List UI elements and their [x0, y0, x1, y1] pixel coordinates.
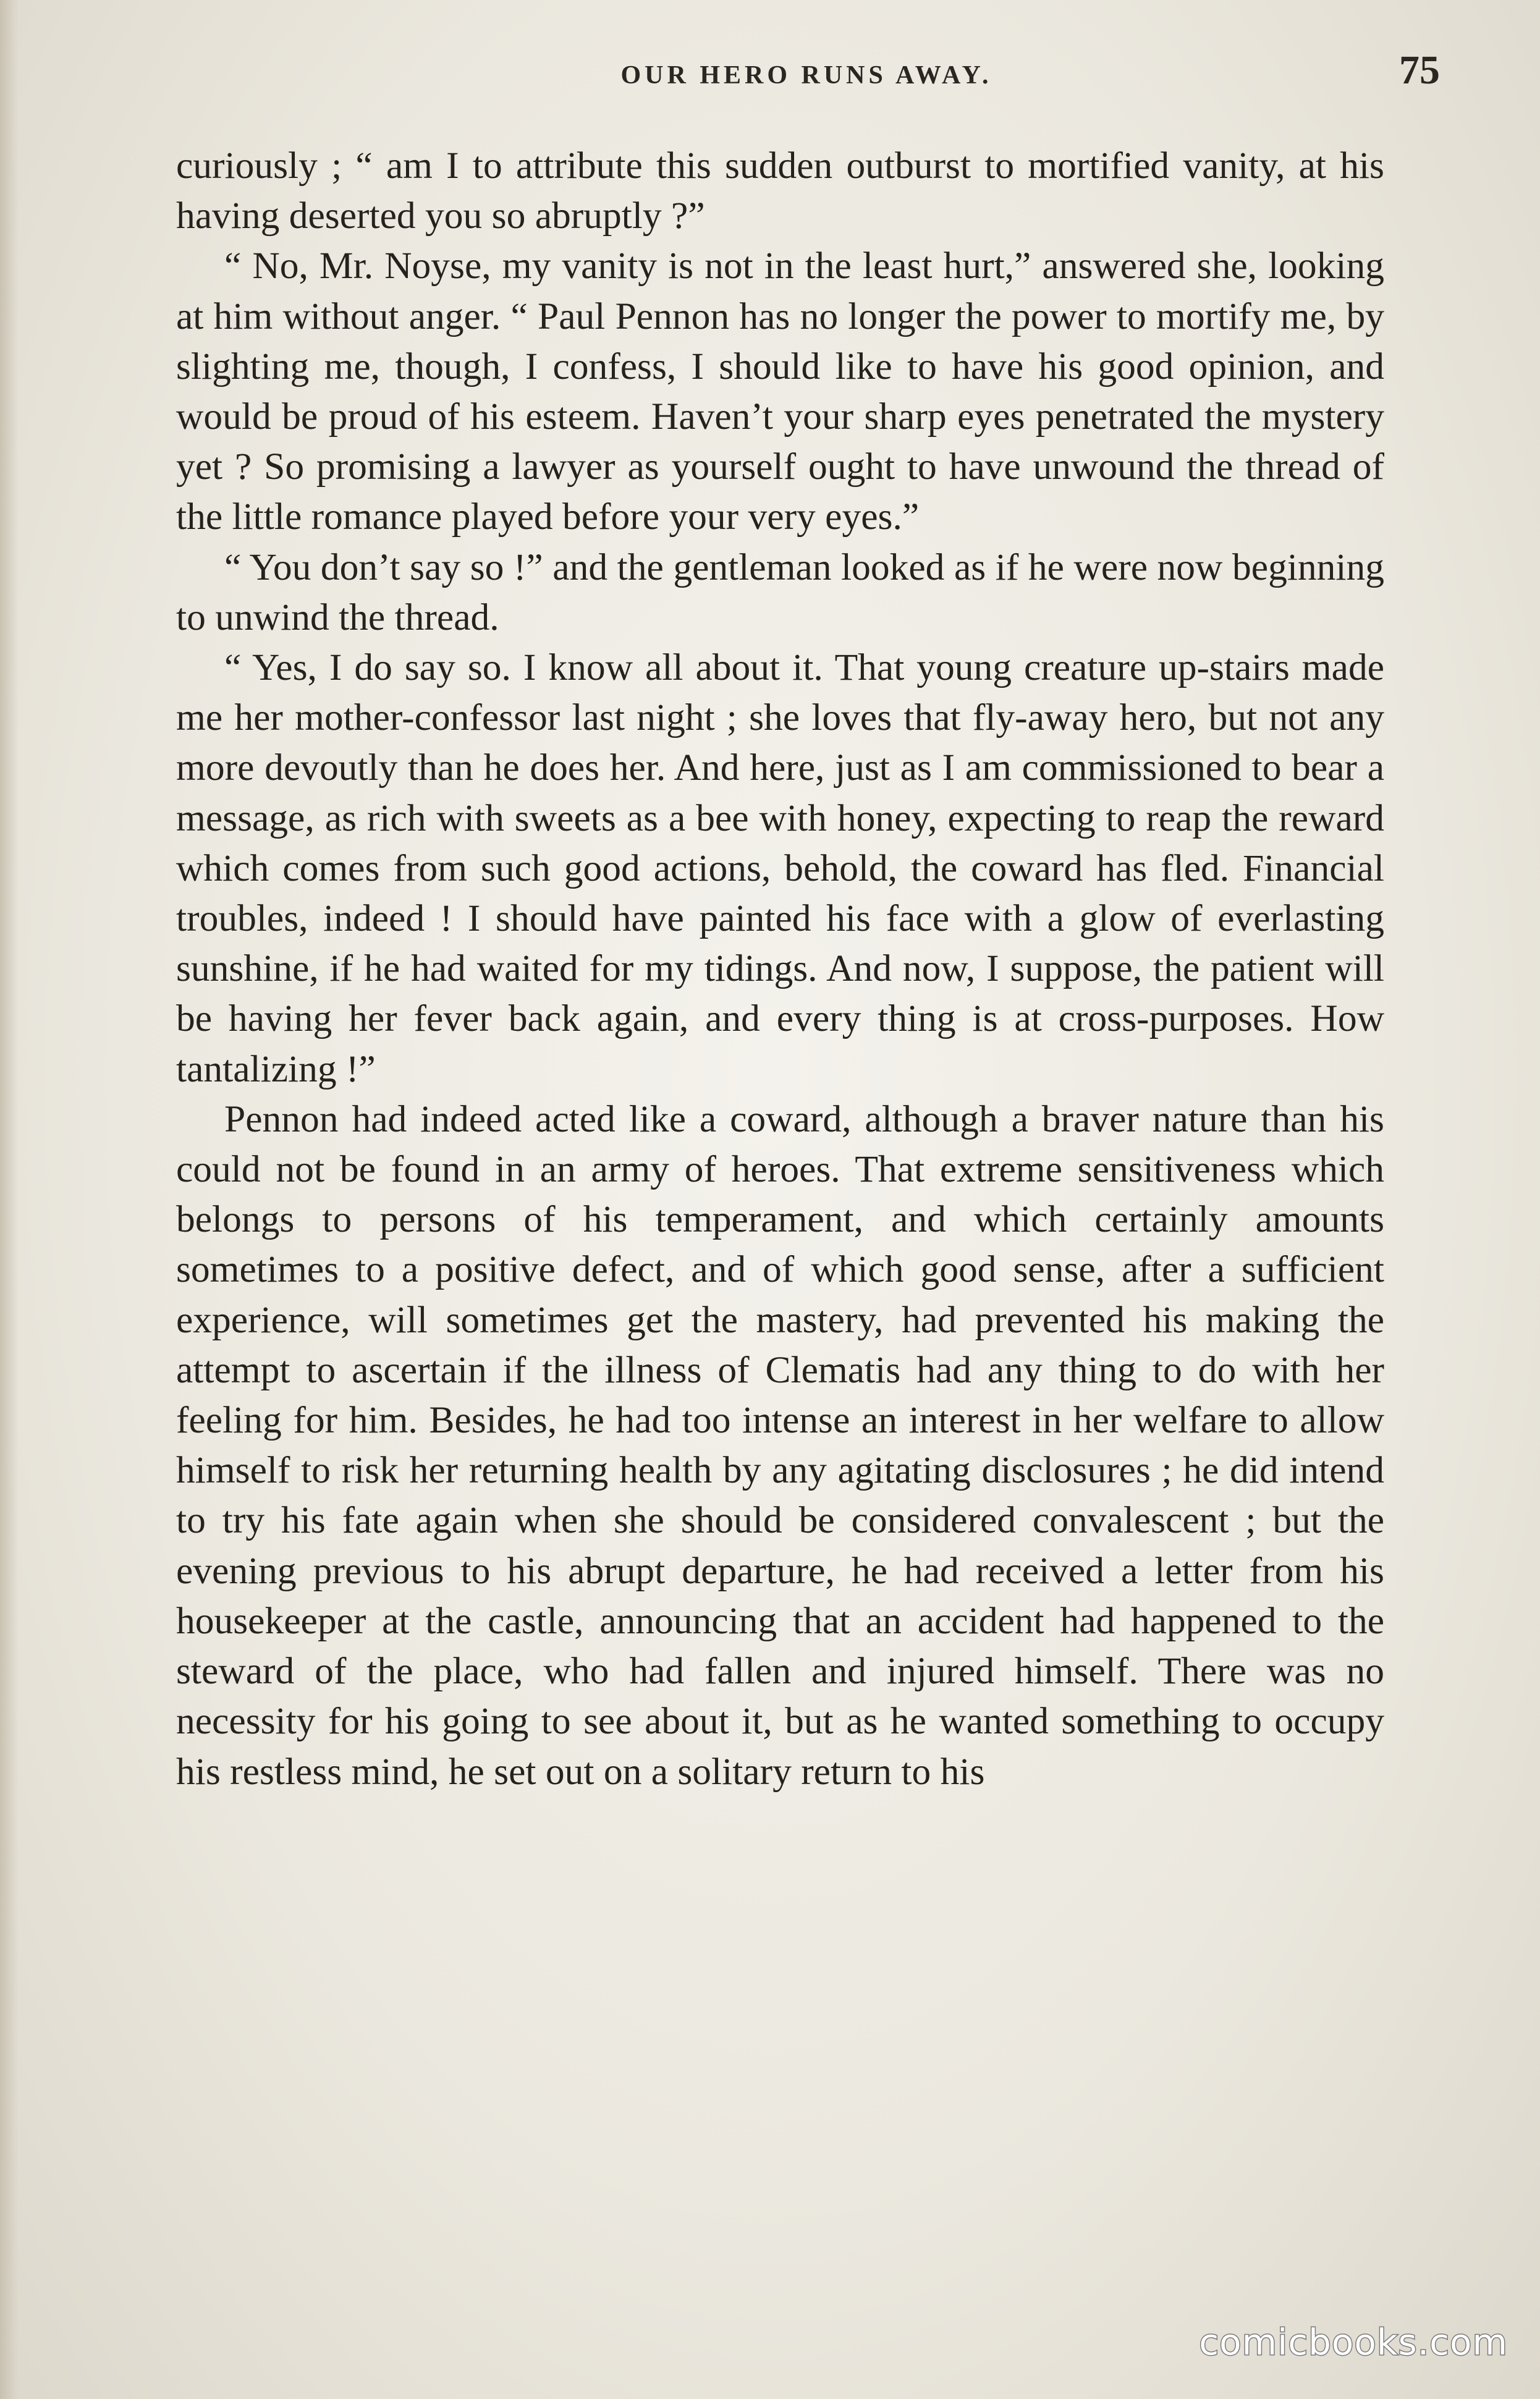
paragraph-1: curiously ; “ am I to attribute this sudden outburst to mortified vanity, at his having deserted you so abruptly ?”	[176, 145, 1384, 237]
page-number: 75	[1399, 48, 1440, 93]
paragraph-5: Pennon had indeed acted like a coward, although a braver nature than his could not be found in an army of heroes. That extreme sensitiveness which belongs to persons of his temperament, and which certainly amounts sometimes to a positive defect, and of which good sense, after a sufficient experience, will sometimes get the mastery, had prevented his making the attempt to ascertain if the illness of Clematis had any thing to do with her feeling for him. Besides, he had too intense an interest in her welfare to allow himself to risk her returning health by any agitating disclosures ; he did intend to try his fate again when she should be considered convalescent ; but the evening previous to his abrupt departure, he had received a letter from his housekeeper at the castle, announcing that an accident had happened to the steward of the place, who had fallen and injured himself. There was no necessity for his going to see about it, but as he wanted something to occupy his restless mind, he set out on a solitary return to his	[176, 1098, 1384, 1793]
paragraph-4: “ Yes, I do say so. I know all about it. That young creature up-stairs made me her mother-confessor last night ; she loves that fly-away hero, but not any more devoutly than he does her. And here, just as I am commissioned to bear a message, as rich with sweets as a bee with honey, expecting to reap the reward which comes from such good actions, behold, the coward has fled. Financial troubles, indeed ! I should have painted his face with a glow of everlasting sunshine, if he had waited for my tidings. And now, I suppose, the patient will be having her fever back again, and every thing is at cross-purposes. How tantalizing !”	[176, 646, 1384, 1090]
body-text	[176, 141, 1384, 1797]
watermark: comicbooks.com	[1199, 2321, 1508, 2363]
paragraph-2: “ No, Mr. Noyse, my vanity is not in the least hurt,” answered she, looking at him without anger. “ Paul Pennon has no longer the power to mortify me, by slighting me, though, I confess, I should like to have his good opinion, and would be proud of his esteem. Haven’t your sharp eyes penetrated the mystery yet ? So promising a lawyer as yourself ought to have unwound the thread of the little romance played before your very eyes.”	[176, 245, 1384, 538]
paragraph-3: “ You don’t say so !” and the gentleman looked as if he were now beginning to unwind the thread.	[176, 546, 1384, 638]
page-header	[173, 43, 1440, 111]
page-edge-shadow	[0, 0, 19, 2399]
running-title: OUR HERO RUNS AWAY.	[620, 61, 992, 90]
